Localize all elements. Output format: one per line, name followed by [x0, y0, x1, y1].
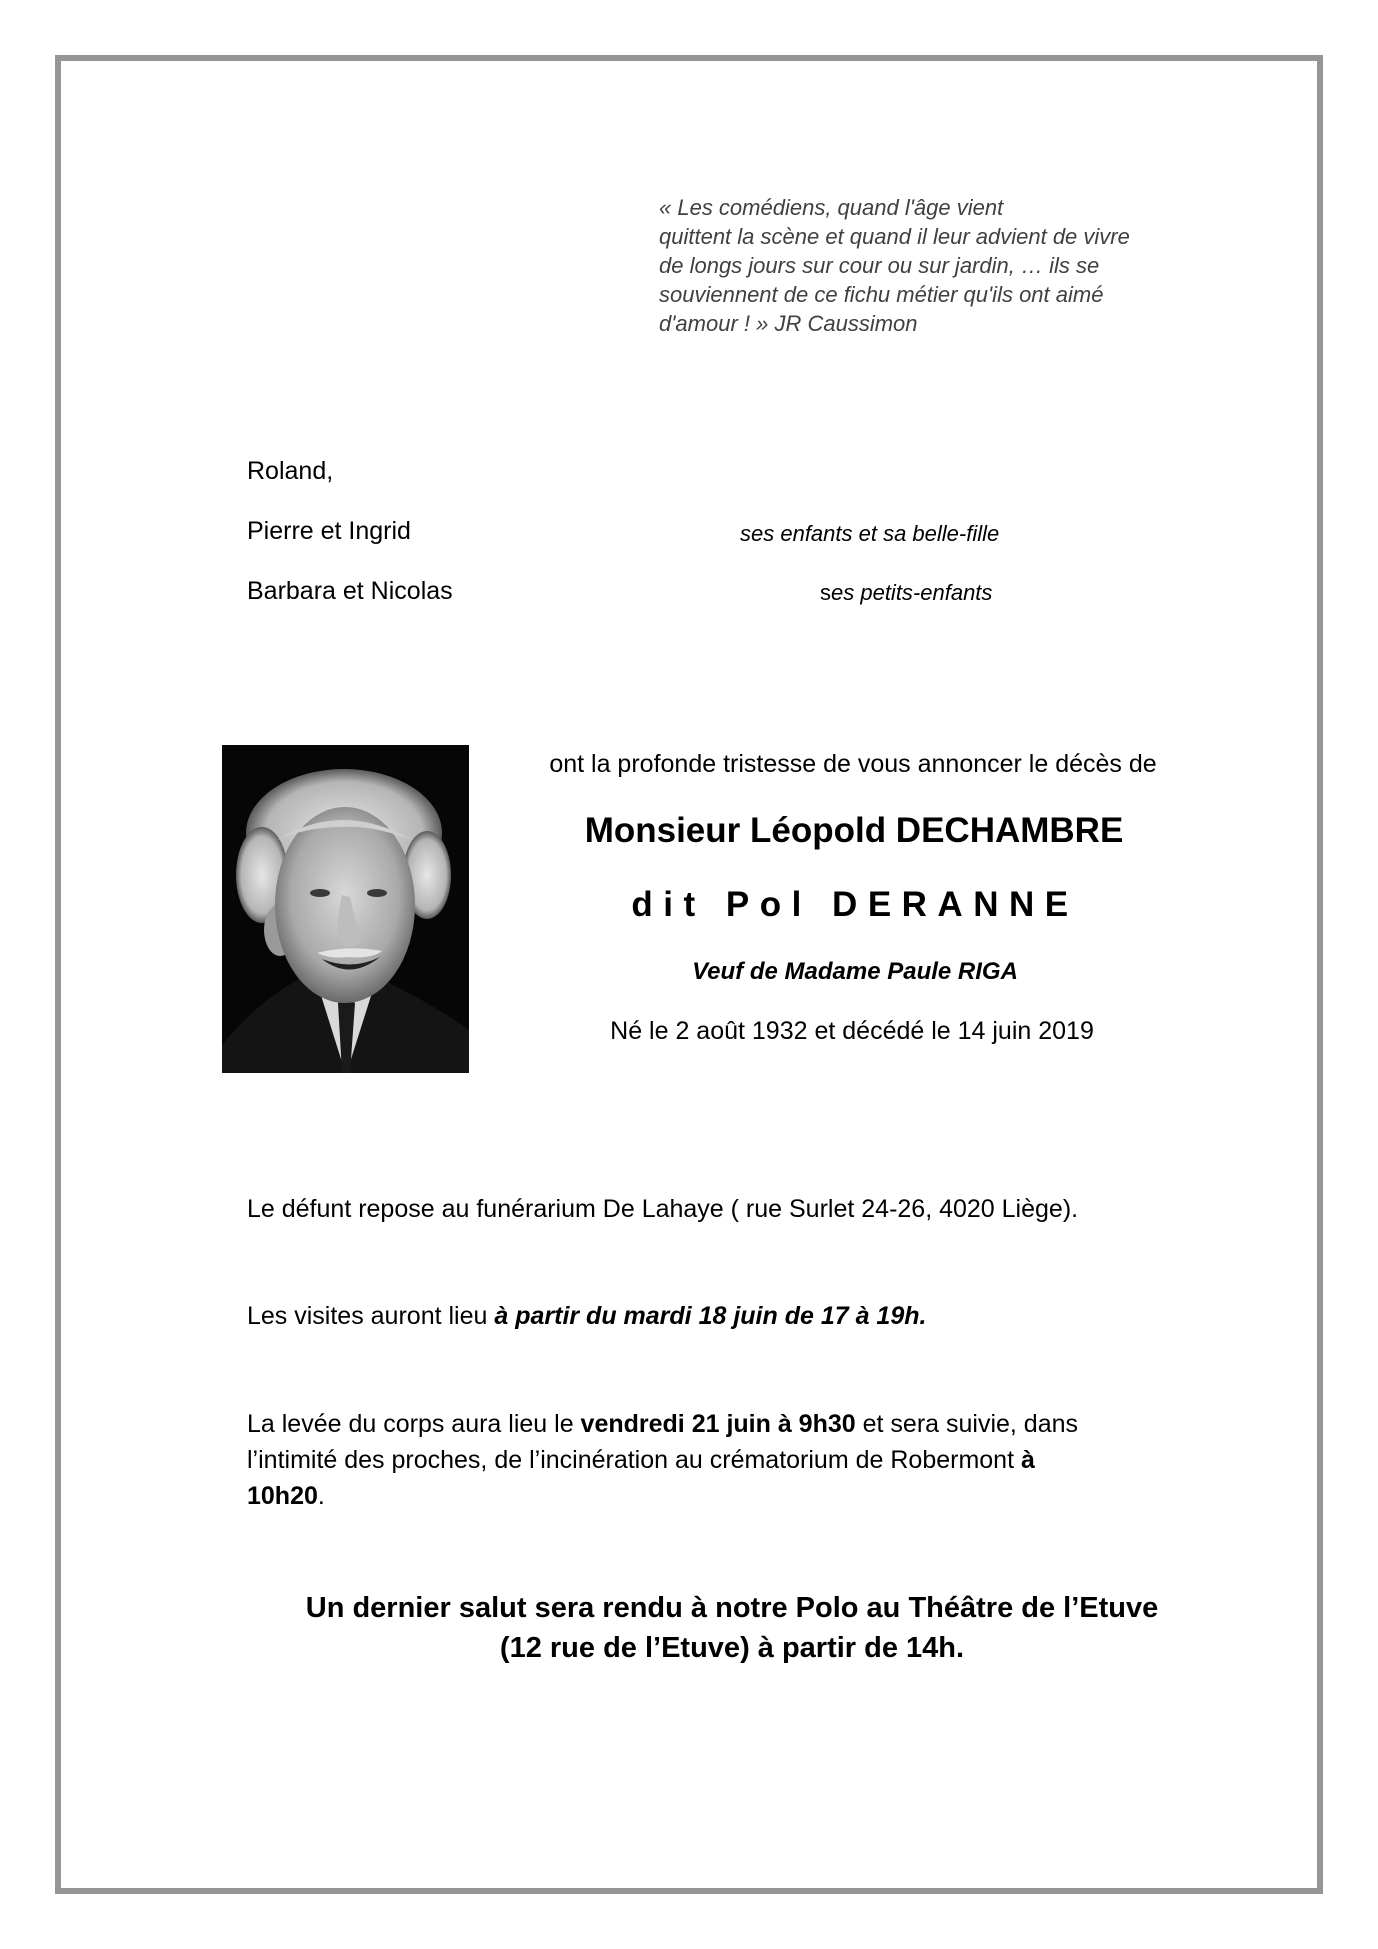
ceremony-date: vendredi 21 juin à 9h30 — [580, 1410, 856, 1438]
ceremony-text: . — [317, 1482, 325, 1510]
quote-line: d'amour ! » JR Caussimon — [659, 311, 918, 336]
epigraph-quote — [659, 193, 1130, 338]
portrait-image — [222, 745, 469, 1073]
final-tribute — [306, 1588, 1159, 1668]
cremation-time: 10h20 — [247, 1482, 318, 1510]
ceremony-line-3 — [247, 1478, 1078, 1514]
relation-rest: es petits-enfants — [831, 580, 993, 605]
deceased-full-name: Monsieur Léopold DECHAMBRE — [584, 811, 1124, 850]
relation-grandchildren — [820, 580, 992, 605]
deceased-stage-name: dit Pol DERANNE — [631, 885, 1079, 924]
family-member-roland: Roland, — [247, 457, 334, 485]
family-member-children: Pierre et Ingrid — [247, 517, 411, 545]
ceremony-line-2 — [247, 1442, 1078, 1478]
ceremony-at: à — [1020, 1446, 1035, 1474]
final-tribute-line: (12 rue de l’Etuve) à partir de 14h. — [499, 1632, 965, 1664]
birth-death-dates: Né le 2 août 1932 et décédé le 14 juin 2019 — [610, 1017, 1094, 1045]
ceremony-paragraph — [247, 1406, 1078, 1514]
ceremony-text: l’intimité des proches, de l’incinération au crématorium de Robermont — [247, 1446, 1021, 1474]
resting-place: Le défunt repose au funérarium De Lahaye ( rue Surlet 24-26, 4020 Liège). — [247, 1195, 1079, 1223]
relation-children: ses enfants et sa belle-fille — [740, 521, 1000, 546]
ceremony-text: La levée du corps aura lieu le — [247, 1410, 581, 1438]
final-tribute-line: Un dernier salut sera rendu à notre Polo au Théâtre de l’Etuve — [305, 1592, 1159, 1624]
quote-line: souviennent de ce fichu métier qu'ils ont aimé — [659, 282, 1104, 307]
portrait-photo — [222, 745, 469, 1073]
quote-line: quittent la scène et quand il leur advient de vivre — [659, 224, 1130, 249]
ceremony-text: et sera suivie, dans — [855, 1410, 1079, 1438]
visiting-time: à partir du mardi 18 juin de 17 à 19h. — [494, 1302, 927, 1330]
widower-of: Veuf de Madame Paule RIGA — [692, 958, 1018, 985]
family-member-grandchildren: Barbara et Nicolas — [247, 577, 453, 605]
visiting-hours — [247, 1302, 926, 1331]
quote-line: de longs jours sur cour ou sur jardin, … ils se — [659, 253, 1100, 278]
relation-first-letter: s — [820, 580, 831, 605]
announcement-intro: ont la profonde tristesse de vous annoncer le décès de — [549, 750, 1157, 778]
visiting-prefix: Les visites auront lieu — [247, 1302, 495, 1330]
ceremony-line-1 — [247, 1406, 1078, 1442]
quote-line: « Les comédiens, quand l'âge vient — [659, 195, 1004, 220]
